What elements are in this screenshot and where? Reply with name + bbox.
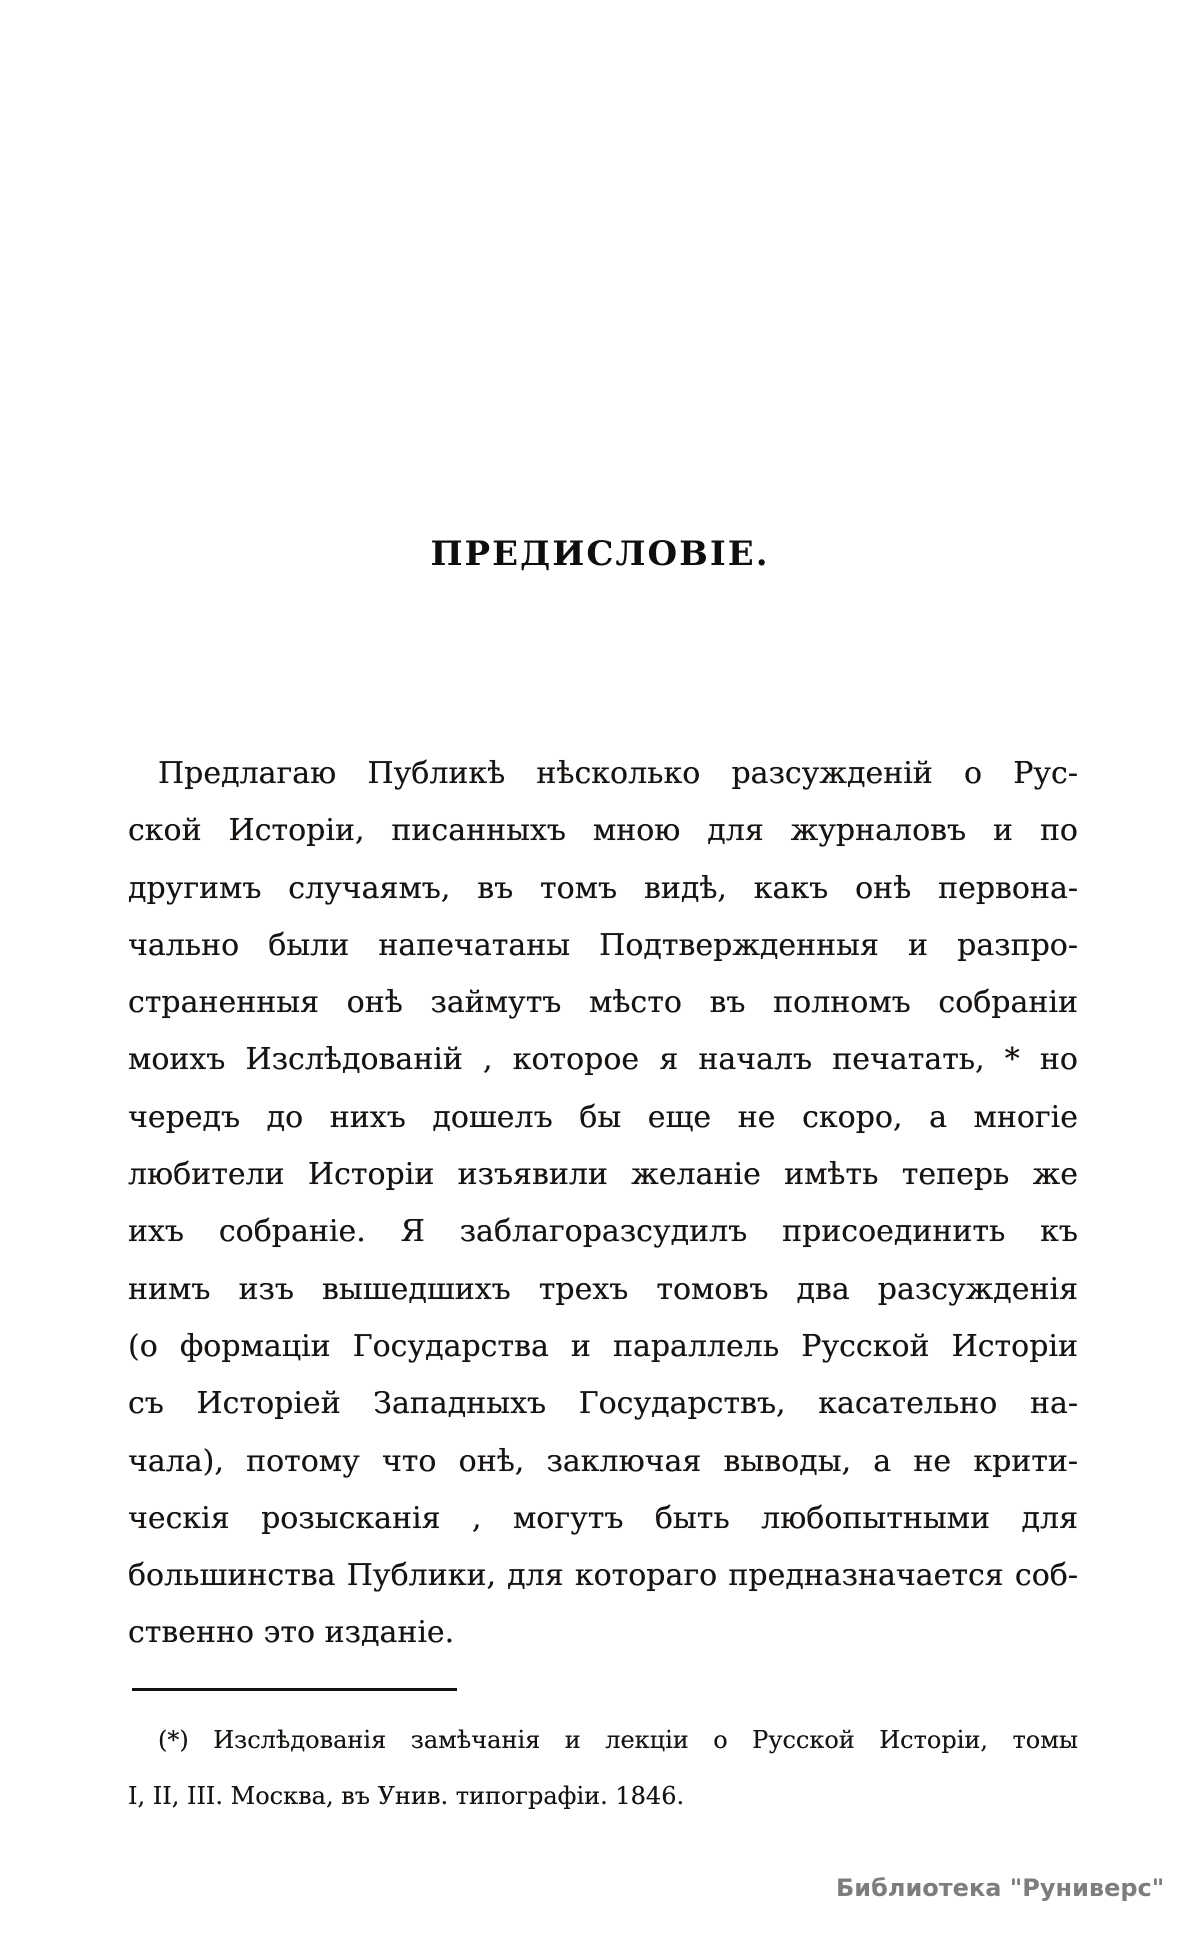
body-line: Предлагаю Публикѣ нѣсколько разсужденій о Рус- [158,756,1078,791]
library-watermark: Библиотека "Руниверс" [836,1874,1165,1902]
footnote-divider [132,1688,457,1691]
body-line: нимъ изъ вышедшихъ трехъ томовъ два разсужденія [128,1271,1078,1307]
body-line: моихъ Изслѣдованій , которое я началъ печатать, * но [128,1042,1078,1078]
body-line: чередъ до нихъ дошелъ бы еще не скоро, а многіе [128,1099,1078,1135]
body-line: (о формаціи Государства и параллель Русской Исторіи [128,1328,1078,1364]
preface-paragraph [128,745,1078,1662]
body-line: чально были напечатаны Подтвержденныя и разпро- [128,927,1078,963]
body-line: ихъ собраніе. Я заблагоразсудилъ присоединить къ [128,1214,1078,1250]
body-line: ской Исторіи, писанныхъ мною для журналовъ и по [128,813,1078,849]
page-title: ПРЕДИСЛОВІЕ. [430,534,770,574]
body-line: страненныя онѣ займутъ мѣсто въ полномъ собраніи [128,985,1078,1021]
body-line: ственно это изданіе. [128,1615,455,1651]
body-line: чала), потому что онѣ, заключая выводы, а не крити- [128,1443,1078,1479]
body-line: большинства Публики, для котораго предназначается соб- [128,1558,1078,1594]
footnote-line: (*) Изслѣдованія замѣчанія и лекціи о Русской Исторіи, томы [158,1726,1078,1754]
body-line: любители Исторіи изъявили желаніе имѣть теперь же [128,1157,1078,1193]
body-line: ческія розысканія , могутъ быть любопытными для [128,1500,1078,1536]
body-line: другимъ случаямъ, въ томъ видѣ, какъ онѣ первона- [128,870,1078,906]
footnote [128,1712,1078,1824]
footnote-line: I, II, III. Москва, въ Унив. типографіи. 1846. [128,1782,685,1810]
body-line: съ Исторіей Западныхъ Государствъ, касательно на- [128,1386,1078,1422]
